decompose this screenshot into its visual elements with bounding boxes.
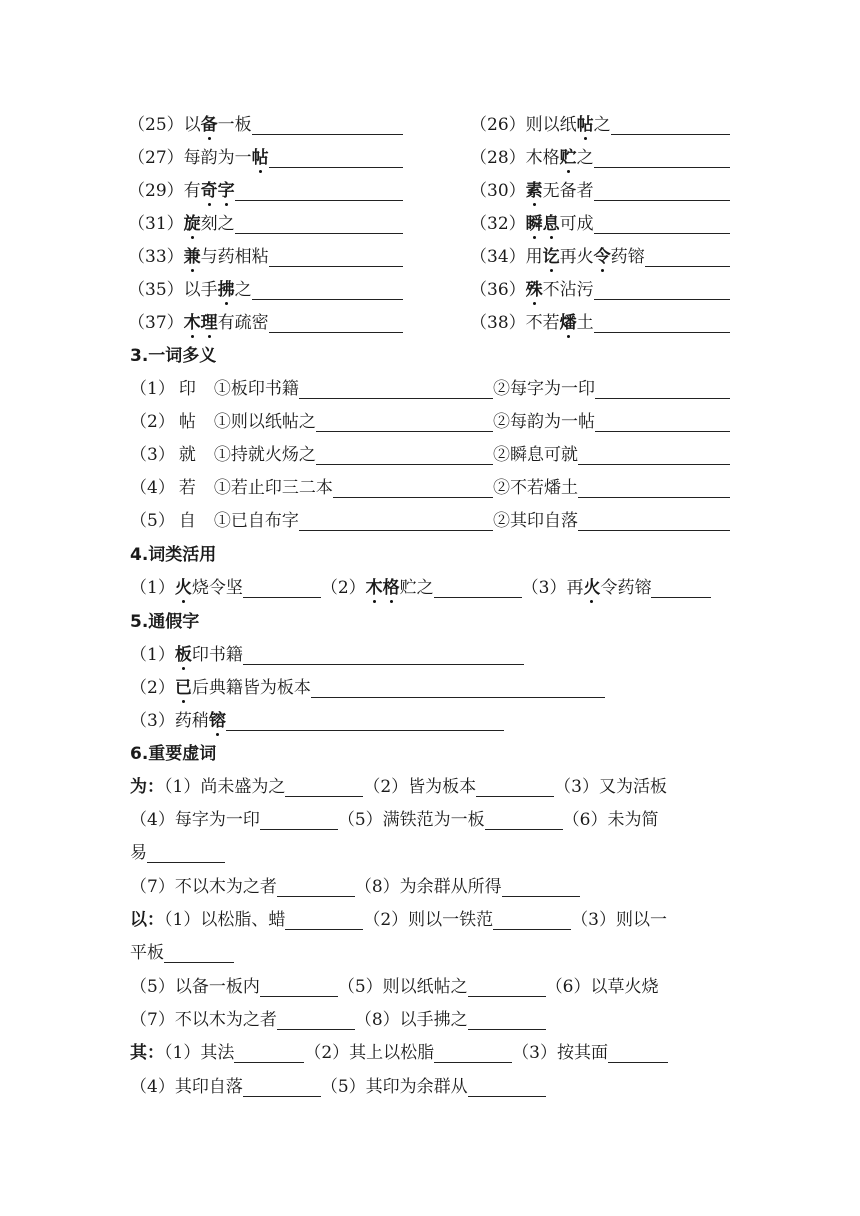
text-segment: （4）其印自落 xyxy=(130,1077,243,1097)
answer-blank[interactable] xyxy=(595,411,730,432)
text-segment: （6）未为简 xyxy=(562,810,659,830)
dotted-char: 瞬 xyxy=(525,214,543,234)
text-segment: （1）其法 xyxy=(164,1043,235,1063)
text-segment: （4）每字为一印 xyxy=(130,810,260,830)
text-segment: （7）不以木为之者 xyxy=(130,877,277,897)
answer-blank[interactable] xyxy=(285,909,363,930)
answer-blank[interactable] xyxy=(578,510,730,531)
target-word: 印 xyxy=(178,379,196,399)
row-clip xyxy=(0,1006,730,1036)
item-number: （3） xyxy=(130,711,175,731)
answer-blank[interactable] xyxy=(235,213,403,234)
answer-blank[interactable] xyxy=(485,809,563,830)
polysemy-row xyxy=(130,408,730,436)
function-word-label: 其： xyxy=(130,1043,164,1063)
text-segment: 贮之 xyxy=(399,578,434,598)
answer-blank[interactable] xyxy=(608,1042,668,1063)
answer-blank[interactable] xyxy=(243,1076,321,1097)
answer-blank[interactable] xyxy=(243,644,524,665)
item-number: （3） xyxy=(521,578,567,598)
answer-blank[interactable] xyxy=(594,312,730,333)
answer-blank[interactable] xyxy=(651,577,711,598)
answer-blank[interactable] xyxy=(252,279,403,300)
answer-blank[interactable] xyxy=(311,677,605,698)
text-segment: 平板 xyxy=(130,943,164,963)
answer-blank[interactable] xyxy=(468,1009,546,1030)
dotted-char: 燔 xyxy=(559,313,577,333)
wei-line-2 xyxy=(130,806,658,834)
text-segment: （1）以松脂、蜡 xyxy=(164,910,286,930)
answer-blank[interactable] xyxy=(260,976,338,997)
qi-line-2 xyxy=(130,1073,546,1101)
text-segment: 药镕 xyxy=(610,247,645,267)
row-clip xyxy=(0,1039,730,1069)
translate-item xyxy=(470,243,730,271)
sentence-b: ②瞬息可就 xyxy=(493,445,578,465)
sentence-a: ①已自布字 xyxy=(213,511,299,531)
item-number: （30） xyxy=(470,181,526,201)
row-clip xyxy=(0,873,730,903)
text-segment: （5）其印为余群从 xyxy=(320,1077,468,1097)
dotted-char: 兼 xyxy=(183,247,201,267)
dotted-char: 讫 xyxy=(542,247,560,267)
text-segment: 可成 xyxy=(559,214,594,234)
text-segment: （2）则以一铁范 xyxy=(363,910,494,930)
text-segment: 用 xyxy=(525,247,543,267)
item-number: （33） xyxy=(128,247,184,267)
sentence-a: ①持就火炀之 xyxy=(213,445,316,465)
dotted-char: 令 xyxy=(593,247,611,267)
translate-item xyxy=(128,144,403,172)
text-segment: 不沾污 xyxy=(542,280,594,300)
item-number: （1） xyxy=(130,645,175,665)
translate-item xyxy=(470,177,730,205)
dotted-char: 息 xyxy=(542,214,560,234)
answer-blank[interactable] xyxy=(277,1009,355,1030)
answer-blank[interactable] xyxy=(594,279,730,300)
answer-blank[interactable] xyxy=(578,444,730,465)
text-segment: （8）以手拂之 xyxy=(354,1010,468,1030)
dotted-char: 板 xyxy=(174,645,192,665)
item-number: （2） xyxy=(130,412,175,432)
loan-row xyxy=(130,674,605,702)
translate-item xyxy=(470,309,730,337)
answer-blank[interactable] xyxy=(594,180,730,201)
sentence-b: ②不若燔土 xyxy=(493,478,578,498)
dotted-char: 格 xyxy=(382,578,400,598)
row-clip xyxy=(0,773,730,803)
sentence-a: ①若止印三二本 xyxy=(213,478,333,498)
answer-blank[interactable] xyxy=(468,1076,546,1097)
dotted-char: 旋 xyxy=(183,214,201,234)
item-number: （5） xyxy=(130,511,175,531)
yi-line-4 xyxy=(130,1006,546,1034)
answer-blank[interactable] xyxy=(578,477,730,498)
translate-item xyxy=(128,177,403,205)
dotted-char: 帖 xyxy=(251,148,269,168)
dotted-char: 已 xyxy=(174,678,192,698)
answer-blank[interactable] xyxy=(476,776,554,797)
text-segment: 有 xyxy=(183,181,201,201)
row-clip xyxy=(0,574,730,604)
text-segment: 土 xyxy=(576,313,594,333)
answer-blank[interactable] xyxy=(164,942,234,963)
yi-line-3 xyxy=(130,973,658,1001)
answer-blank[interactable] xyxy=(147,842,225,863)
answer-blank[interactable] xyxy=(468,976,546,997)
answer-blank[interactable] xyxy=(299,378,493,399)
item-number: （31） xyxy=(128,214,184,234)
text-segment: 不若 xyxy=(525,313,560,333)
answer-blank[interactable] xyxy=(594,147,730,168)
item-number: （3） xyxy=(130,445,175,465)
translate-item xyxy=(128,309,403,337)
target-word: 就 xyxy=(178,445,196,465)
section-4-title: 4.词类活用 xyxy=(130,545,217,565)
item-number: （34） xyxy=(470,247,526,267)
yi-line-2 xyxy=(130,939,234,967)
answer-blank[interactable] xyxy=(316,444,493,465)
answer-blank[interactable] xyxy=(502,876,580,897)
row-clip xyxy=(0,806,730,836)
wei-line-1 xyxy=(130,773,667,801)
item-number: （36） xyxy=(470,280,526,300)
item-number: （38） xyxy=(470,313,526,333)
answer-blank[interactable] xyxy=(434,1042,512,1063)
sentence-b: ②每韵为一帖 xyxy=(493,412,595,432)
text-segment: （5）则以纸帖之 xyxy=(337,977,468,997)
text-segment: （2）皆为板本 xyxy=(363,777,477,797)
item-number: （2） xyxy=(130,678,175,698)
polysemy-row xyxy=(130,375,730,403)
text-segment: 以手 xyxy=(183,280,218,300)
text-segment: 印书籍 xyxy=(191,645,243,665)
dotted-char: 理 xyxy=(200,313,218,333)
dotted-char: 木 xyxy=(183,313,201,333)
text-segment: 再火 xyxy=(559,247,594,267)
text-segment: 之 xyxy=(593,115,611,135)
dotted-char: 贮 xyxy=(559,148,577,168)
answer-blank[interactable] xyxy=(277,876,355,897)
item-number: （35） xyxy=(128,280,184,300)
row-clip xyxy=(0,973,730,1003)
text-segment: 令药镕 xyxy=(600,578,652,598)
row-clip xyxy=(0,839,730,869)
answer-blank[interactable] xyxy=(434,577,522,598)
target-word: 若 xyxy=(178,478,196,498)
answer-blank[interactable] xyxy=(595,378,730,399)
text-segment: （5）满铁范为一板 xyxy=(337,810,485,830)
text-segment: （5）以备一板内 xyxy=(130,977,260,997)
answer-blank[interactable] xyxy=(235,180,403,201)
translate-item xyxy=(128,243,403,271)
translate-item xyxy=(128,111,403,139)
answer-blank[interactable] xyxy=(285,776,363,797)
text-segment: 则以纸 xyxy=(525,115,577,135)
text-segment: 以 xyxy=(183,115,201,135)
sentence-b: ②其印自落 xyxy=(493,511,578,531)
item-number: （4） xyxy=(130,478,175,498)
item-number: （29） xyxy=(128,181,184,201)
answer-blank[interactable] xyxy=(269,312,403,333)
polysemy-row xyxy=(130,507,730,535)
wei-line-4 xyxy=(130,873,580,901)
answer-blank[interactable] xyxy=(493,909,571,930)
answer-blank[interactable] xyxy=(611,114,730,135)
polysemy-row xyxy=(130,474,730,502)
text-segment: 之 xyxy=(576,148,594,168)
answer-blank[interactable] xyxy=(243,577,321,598)
text-segment: 药稍 xyxy=(174,711,209,731)
text-segment: 每韵为一 xyxy=(183,148,252,168)
dotted-char: 素 xyxy=(525,181,543,201)
dotted-char: 帖 xyxy=(576,115,594,135)
text-segment: 刻之 xyxy=(200,214,235,234)
text-segment: （8）为余群从所得 xyxy=(354,877,502,897)
sentence-b: ②每字为一印 xyxy=(493,379,595,399)
dotted-char: 木 xyxy=(365,578,383,598)
text-segment: 易 xyxy=(130,843,147,863)
text-segment: 有疏密 xyxy=(217,313,269,333)
qi-line-1 xyxy=(130,1039,668,1067)
loan-row xyxy=(130,707,504,735)
answer-blank[interactable] xyxy=(645,246,730,267)
text-segment: （3）则以一 xyxy=(571,910,667,930)
loan-row xyxy=(130,641,524,669)
answer-blank[interactable] xyxy=(234,1042,304,1063)
polysemy-row xyxy=(130,441,730,469)
text-segment: 后典籍皆为板本 xyxy=(191,678,311,698)
dotted-char: 备 xyxy=(200,115,218,135)
dotted-char: 殊 xyxy=(525,280,543,300)
answer-blank[interactable] xyxy=(226,710,504,731)
yi-line-1 xyxy=(130,906,667,934)
text-segment: 一板 xyxy=(217,115,252,135)
dotted-char: 火 xyxy=(174,578,192,598)
wei-line-3 xyxy=(130,839,225,867)
pos-row xyxy=(130,574,711,602)
dotted-char: 拂 xyxy=(217,280,235,300)
item-number: （32） xyxy=(470,214,526,234)
text-segment: （3）按其面 xyxy=(512,1043,608,1063)
text-segment: （3）又为活板 xyxy=(554,777,667,797)
row-clip xyxy=(0,1073,730,1103)
answer-blank[interactable] xyxy=(260,809,338,830)
dotted-char: 字 xyxy=(217,181,235,201)
answer-blank[interactable] xyxy=(333,477,493,498)
item-number: （1） xyxy=(130,379,175,399)
text-segment: 木格 xyxy=(525,148,560,168)
section-5-title: 5.通假字 xyxy=(130,612,200,632)
item-number: （37） xyxy=(128,313,184,333)
target-word: 帖 xyxy=(178,412,196,432)
translate-item xyxy=(470,111,730,139)
answer-blank[interactable] xyxy=(594,213,730,234)
translate-item xyxy=(470,210,730,238)
target-word: 自 xyxy=(178,511,196,531)
answer-blank[interactable] xyxy=(269,246,403,267)
item-number: （25） xyxy=(128,115,184,135)
text-segment: （2）其上以松脂 xyxy=(304,1043,435,1063)
function-word-label: 以： xyxy=(130,910,164,930)
section-6-title: 6.重要虚词 xyxy=(130,744,217,764)
row-clip xyxy=(0,939,730,969)
text-segment: 再 xyxy=(566,578,584,598)
text-segment: 无备者 xyxy=(542,181,594,201)
text-segment: （7）不以木为之者 xyxy=(130,1010,277,1030)
item-number: （26） xyxy=(470,115,526,135)
section-3-title: 3.一词多义 xyxy=(130,346,217,366)
text-segment: 烧令坚 xyxy=(191,578,243,598)
translate-item xyxy=(128,210,403,238)
item-number: （2） xyxy=(320,578,366,598)
text-segment: 之 xyxy=(234,280,252,300)
text-segment: 与药相粘 xyxy=(200,247,269,267)
translate-item xyxy=(470,144,730,172)
function-word-label: 为： xyxy=(130,777,164,797)
sentence-a: ①板印书籍 xyxy=(213,379,299,399)
answer-blank[interactable] xyxy=(252,114,403,135)
item-number: （27） xyxy=(128,148,184,168)
sentence-a: ①则以纸帖之 xyxy=(213,412,316,432)
dotted-char: 奇 xyxy=(200,181,218,201)
translate-item xyxy=(128,276,403,304)
text-segment: （1）尚未盛为之 xyxy=(164,777,286,797)
translate-item xyxy=(470,276,730,304)
text-segment: （6）以草火烧 xyxy=(545,977,659,997)
answer-blank[interactable] xyxy=(269,147,403,168)
item-number: （28） xyxy=(470,148,526,168)
dotted-char: 火 xyxy=(583,578,601,598)
answer-blank[interactable] xyxy=(316,411,493,432)
answer-blank[interactable] xyxy=(299,510,493,531)
item-number: （1） xyxy=(130,578,175,598)
dotted-char: 镕 xyxy=(208,711,226,731)
row-clip xyxy=(0,906,730,936)
